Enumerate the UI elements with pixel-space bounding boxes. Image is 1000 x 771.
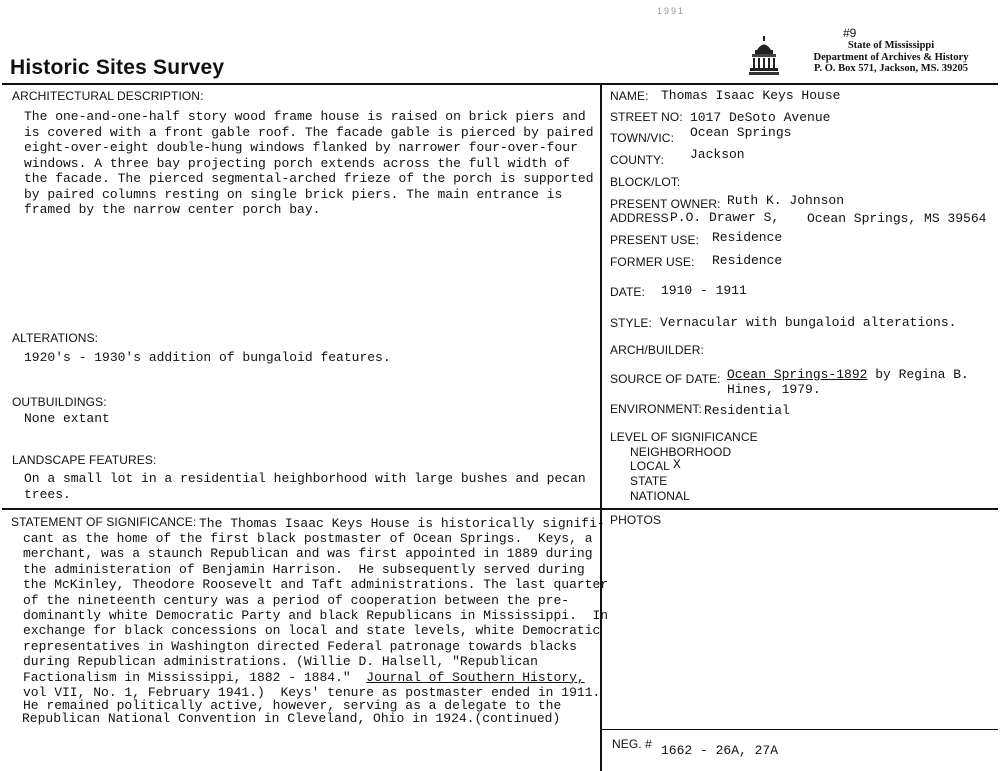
- former-use-label: FORMER USE:: [610, 255, 695, 269]
- county-value: Jackson: [690, 147, 745, 162]
- present-use-value: Residence: [712, 230, 783, 245]
- statement-body: [23, 531, 608, 725]
- agency-address: [806, 40, 976, 75]
- statement-line: He remained politically active, however, serving as a delegate to the: [23, 698, 562, 714]
- landscape-line: trees.: [24, 486, 71, 502]
- street-label: STREET NO:: [610, 110, 683, 124]
- received-stamp: 1991: [657, 6, 686, 16]
- level-local-mark: X: [673, 457, 681, 472]
- style-label: STYLE:: [610, 316, 652, 330]
- outbuildings-text: None extant: [24, 411, 110, 426]
- landscape-features-label: LANDSCAPE FEATURES:: [12, 453, 157, 467]
- date-label: DATE:: [610, 285, 645, 299]
- name-value: Thomas Isaac Keys House: [661, 88, 841, 103]
- agency-po-box: P. O. Box 571, Jackson, MS. 39205: [814, 63, 968, 74]
- source-title: Ocean Springs-1892: [727, 367, 868, 382]
- capitol-seal-icon: [749, 36, 779, 76]
- statement-line: dominantly white Democratic Party and black Republicans in Mississippi. In: [23, 608, 609, 624]
- level-local: LOCAL: [630, 459, 670, 473]
- present-use-label: PRESENT USE:: [610, 233, 700, 247]
- architectural-line: by paired columns resting on single brick piers. The main entrance is: [24, 186, 563, 202]
- neg-number-value: 1662 - 26A, 27A: [661, 743, 779, 758]
- county-label: COUNTY:: [610, 153, 665, 167]
- present-owner-label: PRESENT OWNER:: [610, 197, 721, 211]
- source-of-date-line2: Hines, 1979.: [727, 382, 821, 397]
- level-neighborhood: NEIGHBORHOOD: [630, 445, 732, 459]
- present-owner-value: Ruth K. Johnson: [727, 193, 845, 208]
- agency-department: Department of Archives & History: [813, 51, 969, 63]
- date-value: 1910 - 1911: [661, 283, 747, 298]
- environment-value: Residential: [704, 403, 790, 418]
- photos-label: PHOTOS: [610, 513, 662, 527]
- statement-line: during Republican administrations. (Willie D. Halsell, "Republican: [23, 654, 538, 670]
- statement-line: representatives in Washington directed Federal patronage towards blacks: [23, 638, 577, 654]
- statement-line-with-citation: [23, 670, 608, 685]
- style-value: Vernacular with bungaloid alterations.: [660, 315, 957, 330]
- neg-rule: [602, 729, 998, 730]
- landscape-line: On a small lot in a residential heighborhood with large bushes and pecan: [24, 471, 586, 486]
- statement-line: the administeration of Benjamin Harrison. He subsequently served during: [23, 561, 585, 577]
- sheet-number: #9: [843, 26, 857, 40]
- source-of-date-value: [727, 367, 969, 383]
- statement-line: the McKinley, Theodore Roosevelt and Taft administrations. The last quarter: [23, 577, 609, 593]
- arch-builder-label: ARCH/BUILDER:: [610, 343, 704, 357]
- landscape-features-text: [24, 471, 586, 502]
- architectural-line: the facade. The pierced segmental-arched frieze of the porch is supported: [24, 171, 594, 186]
- alterations-text: 1920's - 1930's addition of bungaloid features.: [24, 350, 391, 365]
- agency-state: State of Mississippi: [847, 40, 935, 51]
- statement-line: vol VII, No. 1, February 1941.) Keys' tenure as postmaster ended in 1911.: [23, 685, 601, 701]
- name-label: NAME:: [610, 89, 649, 103]
- environment-label: ENVIRONMENT:: [610, 402, 702, 416]
- statement-line: Republican National Convention in Cleveland, Ohio in 1924.(continued): [22, 711, 561, 727]
- section-rule: [2, 508, 998, 510]
- statement-line: exchange for black concessions on local and state levels, white Democratic: [23, 623, 601, 639]
- block-lot-label: BLOCK/LOT:: [610, 175, 681, 189]
- architectural-line: eight-over-eight double-hung windows flanked by narrower four-over-four: [24, 140, 578, 155]
- outbuildings-label: OUTBUILDINGS:: [12, 395, 107, 409]
- town-label: TOWN/VIC:: [610, 131, 675, 145]
- source-author: by Regina B.: [867, 367, 969, 382]
- level-of-significance-label: LEVEL OF SIGNIFICANCE: [610, 430, 758, 444]
- statement-line: cant as the home of the first black postmaster of Ocean Springs. Keys, a: [23, 531, 593, 546]
- street-value: 1017 DeSoto Avenue: [690, 110, 831, 125]
- architectural-description-text: [24, 109, 594, 218]
- statement-line: merchant, was a staunch Republican and was first appointed in 1889 during: [23, 546, 593, 562]
- header-rule: [2, 83, 998, 85]
- statement-line: of the nineteenth century was a period of cooperation between the pre-: [23, 592, 570, 608]
- architectural-line: is covered with a front gable roof. The facade gable is pierced by paired: [24, 124, 594, 140]
- address-value: P.O. Drawer S,: [670, 210, 780, 225]
- town-value: Ocean Springs: [690, 125, 792, 140]
- level-state: STATE: [630, 474, 668, 488]
- statement-first-line: The Thomas Isaac Keys House is historically signifi-: [199, 516, 605, 531]
- citation-article: Factionalism in Mississippi, 1882 - 1884.": [23, 669, 367, 685]
- address-city: Ocean Springs, MS 39564: [807, 211, 987, 226]
- survey-title: Historic Sites Survey: [10, 56, 225, 79]
- architectural-line: windows. A three bay projecting porch extends across the full width of: [24, 155, 571, 171]
- former-use-value: Residence: [712, 253, 783, 268]
- neg-number-label: NEG. #: [612, 737, 652, 751]
- architectural-line: The one-and-one-half story wood frame house is raised on brick piers and: [24, 109, 586, 124]
- level-national: NATIONAL: [630, 489, 690, 503]
- alterations-label: ALTERATIONS:: [12, 331, 99, 345]
- source-of-date-label: SOURCE OF DATE:: [610, 372, 721, 386]
- address-label: ADDRESS: [610, 211, 669, 225]
- statement-of-significance-label: STATEMENT OF SIGNIFICANCE:: [11, 515, 197, 529]
- architectural-description-label: ARCHITECTURAL DESCRIPTION:: [12, 89, 204, 103]
- architectural-line: framed by the narrow center porch bay.: [24, 202, 321, 217]
- citation-journal: Journal of Southern History,: [366, 669, 585, 685]
